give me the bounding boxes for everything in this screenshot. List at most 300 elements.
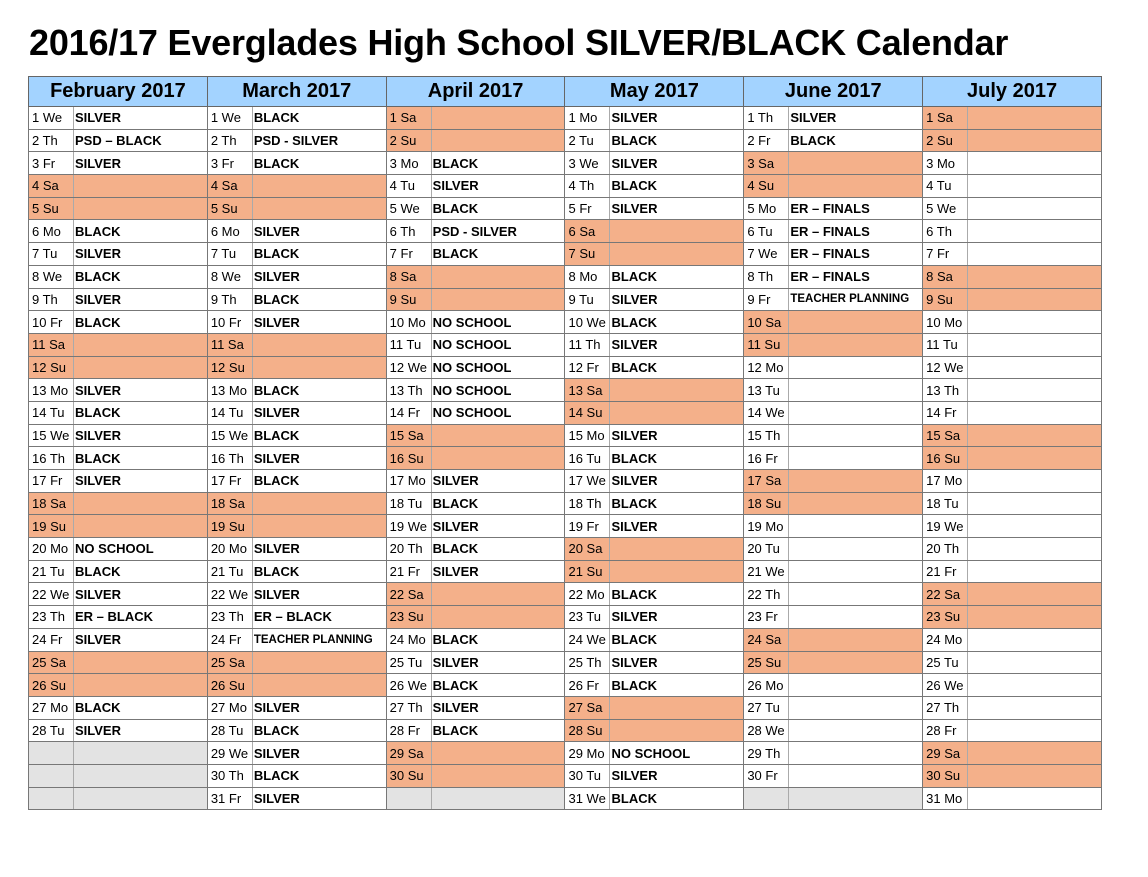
day-label: 15 We xyxy=(208,425,253,447)
day-row xyxy=(29,560,1102,583)
day-label: 28 Tu xyxy=(29,720,74,742)
day-label: 29 Mo xyxy=(565,742,610,764)
day-label: 26 Fr xyxy=(565,674,610,696)
weekend-day-cell xyxy=(207,333,386,356)
day-schedule: BLACK xyxy=(75,223,121,239)
day-schedule: SILVER xyxy=(611,337,658,353)
day-schedule: ER – BLACK xyxy=(253,609,332,625)
day-schedule: BLACK xyxy=(75,314,121,330)
day-label: 2 Su xyxy=(387,130,432,152)
day-label: 30 Su xyxy=(923,765,968,787)
day-label: 19 Mo xyxy=(744,515,789,537)
day-row xyxy=(29,311,1102,334)
day-schedule: BLACK xyxy=(611,178,657,194)
day-label: 25 Su xyxy=(744,652,789,674)
weekend-day-cell xyxy=(565,538,744,561)
day-label: 31 Fr xyxy=(208,788,253,810)
day-schedule: SILVER xyxy=(611,609,658,625)
day-label: 21 Fr xyxy=(923,561,968,583)
day-label: 11 Sa xyxy=(208,334,253,356)
month-header: May 2017 xyxy=(565,77,744,107)
day-cell xyxy=(207,538,386,561)
day-schedule: SILVER xyxy=(611,291,658,307)
month-header: February 2017 xyxy=(29,77,208,107)
day-label: 1 Th xyxy=(744,107,789,129)
day-schedule: SILVER xyxy=(75,632,121,648)
weekend-day-cell xyxy=(386,583,565,606)
day-cell xyxy=(29,696,208,719)
day-cell xyxy=(744,401,923,424)
day-cell xyxy=(565,288,744,311)
day-row xyxy=(29,515,1102,538)
weekend-day-cell xyxy=(386,742,565,765)
weekend-day-cell xyxy=(744,311,923,334)
day-cell xyxy=(386,401,565,424)
day-cell xyxy=(565,628,744,651)
day-label: 2 Th xyxy=(208,130,253,152)
day-schedule: SILVER xyxy=(611,155,658,171)
day-label: 27 Tu xyxy=(744,697,789,719)
day-label: 18 Tu xyxy=(387,493,432,515)
day-schedule: BLACK xyxy=(611,677,657,693)
day-cell xyxy=(386,356,565,379)
day-schedule: ER – FINALS xyxy=(790,246,870,262)
weekend-day-cell xyxy=(744,175,923,198)
day-schedule: BLACK xyxy=(611,632,657,648)
day-cell xyxy=(744,583,923,606)
day-label: 19 Fr xyxy=(565,515,610,537)
day-schedule: SILVER xyxy=(75,155,121,171)
month-header: July 2017 xyxy=(923,77,1102,107)
day-label: 9 Th xyxy=(29,289,74,311)
day-cell xyxy=(207,560,386,583)
day-cell xyxy=(923,628,1102,651)
day-label: 12 We xyxy=(923,357,968,379)
day-label: 30 Su xyxy=(387,765,432,787)
day-label: 12 Su xyxy=(208,357,253,379)
day-label: 14 Fr xyxy=(923,402,968,424)
day-schedule: BLACK xyxy=(75,269,121,285)
day-schedule: SILVER xyxy=(432,518,479,534)
day-schedule: BLACK xyxy=(253,722,300,738)
day-row xyxy=(29,265,1102,288)
day-label: 9 Th xyxy=(208,289,253,311)
day-cell xyxy=(29,311,208,334)
month-header: April 2017 xyxy=(386,77,565,107)
month-header-row xyxy=(29,77,1102,107)
day-cell xyxy=(923,470,1102,493)
day-label: 19 We xyxy=(387,515,432,537)
day-label: 20 Mo xyxy=(29,538,74,560)
page-title: 2016/17 Everglades High School SILVER/BLACK Calendar xyxy=(29,22,1009,63)
day-schedule: NO SCHOOL xyxy=(432,382,512,398)
weekend-day-cell xyxy=(386,129,565,152)
day-schedule: TEACHER PLANNING xyxy=(253,633,373,646)
day-label: 28 Fr xyxy=(923,720,968,742)
day-cell xyxy=(386,492,565,515)
day-label: 30 Tu xyxy=(565,765,610,787)
day-schedule: SILVER xyxy=(75,246,121,262)
day-label: 2 Tu xyxy=(565,130,610,152)
day-label: 3 We xyxy=(565,152,610,174)
day-label: 17 Fr xyxy=(208,470,253,492)
day-label: 22 Mo xyxy=(565,583,610,605)
day-label: 4 Sa xyxy=(29,175,74,197)
day-cell xyxy=(29,560,208,583)
day-schedule: NO SCHOOL xyxy=(432,314,512,330)
day-label: 19 Su xyxy=(29,515,74,537)
day-schedule: BLACK xyxy=(253,291,300,307)
weekend-day-cell xyxy=(744,628,923,651)
day-label: 21 Tu xyxy=(208,561,253,583)
day-label: 30 Th xyxy=(208,765,253,787)
day-cell xyxy=(386,470,565,493)
day-cell xyxy=(29,470,208,493)
day-schedule: BLACK xyxy=(432,155,479,171)
day-schedule: SILVER xyxy=(611,654,658,670)
day-schedule: BLACK xyxy=(611,790,657,806)
day-schedule: SILVER xyxy=(253,314,300,330)
day-cell xyxy=(923,311,1102,334)
day-schedule: NO SCHOOL xyxy=(611,745,691,761)
day-label: 5 Mo xyxy=(744,198,789,220)
day-label: 17 We xyxy=(565,470,610,492)
day-label: 12 We xyxy=(387,357,432,379)
day-label: 13 Th xyxy=(923,379,968,401)
day-cell xyxy=(386,311,565,334)
weekend-day-cell xyxy=(207,674,386,697)
day-label: 26 Mo xyxy=(744,674,789,696)
weekend-day-cell xyxy=(386,107,565,130)
day-cell xyxy=(744,288,923,311)
day-cell xyxy=(207,742,386,765)
day-cell xyxy=(29,583,208,606)
day-label: 23 Th xyxy=(29,606,74,628)
day-label: 5 Su xyxy=(29,198,74,220)
day-label: 25 Th xyxy=(565,652,610,674)
day-label: 1 Sa xyxy=(923,107,968,129)
day-label: 4 Tu xyxy=(923,175,968,197)
weekend-day-cell xyxy=(29,197,208,220)
day-label: 21 Tu xyxy=(29,561,74,583)
day-label: 8 We xyxy=(208,266,253,288)
day-label: 2 Th xyxy=(29,130,74,152)
day-label: 6 Sa xyxy=(565,220,610,242)
day-schedule: NO SCHOOL xyxy=(432,337,512,353)
day-schedule: PSD – BLACK xyxy=(75,133,162,149)
weekend-day-cell xyxy=(386,764,565,787)
day-cell xyxy=(565,311,744,334)
day-schedule: BLACK xyxy=(611,359,657,375)
day-row xyxy=(29,107,1102,130)
day-label: 14 Fr xyxy=(387,402,432,424)
day-label: 28 Su xyxy=(565,720,610,742)
day-row xyxy=(29,606,1102,629)
day-label: 6 Th xyxy=(387,220,432,242)
day-schedule: BLACK xyxy=(611,269,657,285)
day-label: 7 Tu xyxy=(29,243,74,265)
day-label: 25 Tu xyxy=(923,652,968,674)
weekend-day-cell xyxy=(386,288,565,311)
day-schedule: BLACK xyxy=(253,564,300,580)
day-cell xyxy=(207,424,386,447)
day-schedule: BLACK xyxy=(253,110,300,126)
day-cell xyxy=(923,538,1102,561)
weekend-day-cell xyxy=(923,447,1102,470)
day-schedule: ER – BLACK xyxy=(75,609,154,625)
day-schedule: SILVER xyxy=(611,110,658,126)
day-schedule: PSD - SILVER xyxy=(432,223,517,239)
day-label: 15 Th xyxy=(744,425,789,447)
weekend-day-cell xyxy=(923,764,1102,787)
day-label: 23 Fr xyxy=(744,606,789,628)
day-cell xyxy=(29,152,208,175)
weekend-day-cell xyxy=(207,492,386,515)
day-cell xyxy=(565,583,744,606)
day-schedule: PSD - SILVER xyxy=(253,133,339,149)
day-label: 8 Sa xyxy=(387,266,432,288)
day-label: 17 Mo xyxy=(923,470,968,492)
day-label: 18 Tu xyxy=(923,493,968,515)
day-label: 22 Th xyxy=(744,583,789,605)
day-schedule: BLACK xyxy=(432,541,479,557)
day-schedule: SILVER xyxy=(253,269,300,285)
empty-day-divider xyxy=(29,765,74,787)
day-label: 13 Sa xyxy=(565,379,610,401)
day-cell xyxy=(29,606,208,629)
day-cell xyxy=(923,175,1102,198)
day-cell xyxy=(207,152,386,175)
day-schedule: ER – FINALS xyxy=(790,269,870,285)
day-label: 13 Th xyxy=(387,379,432,401)
day-schedule: NO SCHOOL xyxy=(75,541,154,557)
day-cell xyxy=(386,515,565,538)
day-cell xyxy=(386,696,565,719)
day-cell xyxy=(207,628,386,651)
day-label: 24 We xyxy=(565,629,610,651)
day-label: 29 Sa xyxy=(387,742,432,764)
day-label: 1 Mo xyxy=(565,107,610,129)
day-label: 11 Tu xyxy=(923,334,968,356)
day-row xyxy=(29,719,1102,742)
day-label: 23 Tu xyxy=(565,606,610,628)
day-label: 6 Tu xyxy=(744,220,789,242)
day-cell xyxy=(923,719,1102,742)
calendar-body xyxy=(29,107,1102,810)
day-schedule: BLACK xyxy=(75,405,121,421)
day-label: 4 Su xyxy=(744,175,789,197)
day-cell xyxy=(29,288,208,311)
day-schedule: SILVER xyxy=(75,427,121,443)
day-schedule: BLACK xyxy=(790,133,836,149)
day-schedule: ER – FINALS xyxy=(790,223,870,239)
day-row xyxy=(29,651,1102,674)
day-label: 15 Mo xyxy=(565,425,610,447)
day-label: 13 Mo xyxy=(208,379,253,401)
weekend-day-cell xyxy=(565,401,744,424)
day-schedule: BLACK xyxy=(611,133,657,149)
day-schedule: BLACK xyxy=(253,246,300,262)
day-cell xyxy=(386,220,565,243)
day-cell xyxy=(923,152,1102,175)
day-row xyxy=(29,197,1102,220)
day-schedule: BLACK xyxy=(253,155,300,171)
day-cell xyxy=(386,197,565,220)
weekend-day-cell xyxy=(923,288,1102,311)
day-cell xyxy=(565,197,744,220)
weekend-day-cell xyxy=(386,606,565,629)
day-cell xyxy=(565,606,744,629)
day-cell xyxy=(207,311,386,334)
day-label: 19 Su xyxy=(208,515,253,537)
day-row xyxy=(29,538,1102,561)
day-label: 27 Th xyxy=(923,697,968,719)
day-label: 11 Th xyxy=(565,334,610,356)
day-schedule: BLACK xyxy=(611,586,657,602)
day-schedule: SILVER xyxy=(253,405,300,421)
weekend-day-cell xyxy=(565,379,744,402)
day-schedule: SILVER xyxy=(75,110,121,126)
day-label: 18 Sa xyxy=(29,493,74,515)
day-label: 14 Tu xyxy=(29,402,74,424)
day-cell xyxy=(207,719,386,742)
day-label: 3 Mo xyxy=(387,152,432,174)
day-cell xyxy=(923,651,1102,674)
day-cell xyxy=(565,742,744,765)
day-schedule: SILVER xyxy=(75,722,121,738)
day-cell xyxy=(744,560,923,583)
day-label: 12 Fr xyxy=(565,357,610,379)
day-label: 31 We xyxy=(565,788,610,810)
day-label: 28 Fr xyxy=(387,720,432,742)
day-label: 8 Mo xyxy=(565,266,610,288)
day-cell xyxy=(744,606,923,629)
day-schedule: SILVER xyxy=(432,178,479,194)
day-row xyxy=(29,401,1102,424)
day-schedule: NO SCHOOL xyxy=(432,359,512,375)
day-label: 16 Tu xyxy=(565,447,610,469)
day-row xyxy=(29,583,1102,606)
day-cell xyxy=(565,787,744,810)
weekend-day-cell xyxy=(207,197,386,220)
day-cell xyxy=(386,243,565,266)
day-schedule: SILVER xyxy=(432,564,479,580)
day-schedule: BLACK xyxy=(253,473,300,489)
day-label: 11 Su xyxy=(744,334,789,356)
day-label: 21 We xyxy=(744,561,789,583)
weekend-day-cell xyxy=(29,492,208,515)
day-label: 25 Sa xyxy=(208,652,253,674)
day-label: 2 Su xyxy=(923,130,968,152)
day-cell xyxy=(29,379,208,402)
weekend-day-cell xyxy=(207,356,386,379)
day-cell xyxy=(923,492,1102,515)
day-cell xyxy=(565,265,744,288)
day-label: 23 Su xyxy=(387,606,432,628)
day-label: 3 Mo xyxy=(923,152,968,174)
day-row xyxy=(29,379,1102,402)
day-label: 8 Sa xyxy=(923,266,968,288)
weekend-day-cell xyxy=(565,560,744,583)
day-label: 12 Mo xyxy=(744,357,789,379)
weekend-day-cell xyxy=(386,447,565,470)
day-label: 4 Th xyxy=(565,175,610,197)
day-schedule: SILVER xyxy=(611,518,658,534)
day-cell xyxy=(923,220,1102,243)
day-label: 11 Sa xyxy=(29,334,74,356)
day-label: 3 Fr xyxy=(208,152,253,174)
day-cell xyxy=(923,333,1102,356)
day-label: 21 Su xyxy=(565,561,610,583)
day-label: 15 We xyxy=(29,425,74,447)
day-label: 24 Mo xyxy=(387,629,432,651)
day-label: 23 Th xyxy=(208,606,253,628)
day-cell xyxy=(744,265,923,288)
day-cell xyxy=(29,129,208,152)
day-cell xyxy=(923,401,1102,424)
day-label: 20 Tu xyxy=(744,538,789,560)
day-cell xyxy=(29,424,208,447)
day-cell xyxy=(207,401,386,424)
day-label: 10 Sa xyxy=(744,311,789,333)
day-cell xyxy=(29,628,208,651)
weekend-day-cell xyxy=(744,651,923,674)
day-cell xyxy=(29,243,208,266)
weekend-day-cell xyxy=(29,175,208,198)
weekend-day-cell xyxy=(923,129,1102,152)
weekend-day-cell xyxy=(207,515,386,538)
day-schedule: SILVER xyxy=(432,654,479,670)
day-cell xyxy=(744,538,923,561)
weekend-day-cell xyxy=(923,265,1102,288)
day-schedule: BLACK xyxy=(432,201,479,217)
day-label: 22 We xyxy=(29,583,74,605)
day-schedule: BLACK xyxy=(253,382,300,398)
day-label: 9 Su xyxy=(387,289,432,311)
day-cell xyxy=(923,696,1102,719)
day-label: 1 Sa xyxy=(387,107,432,129)
day-cell xyxy=(207,129,386,152)
day-cell xyxy=(386,628,565,651)
day-label: 10 We xyxy=(565,311,610,333)
day-row xyxy=(29,424,1102,447)
weekend-day-cell xyxy=(386,265,565,288)
day-schedule: TEACHER PLANNING xyxy=(790,293,910,306)
day-label: 28 We xyxy=(744,720,789,742)
day-label: 23 Su xyxy=(923,606,968,628)
day-schedule: BLACK xyxy=(75,450,121,466)
day-label: 1 We xyxy=(208,107,253,129)
day-cell xyxy=(29,220,208,243)
day-schedule: ER – FINALS xyxy=(790,201,870,217)
day-label: 14 Su xyxy=(565,402,610,424)
day-label: 8 Th xyxy=(744,266,789,288)
weekend-day-cell xyxy=(744,470,923,493)
day-cell xyxy=(923,560,1102,583)
empty-day-divider xyxy=(29,788,74,810)
day-cell xyxy=(207,583,386,606)
day-schedule: SILVER xyxy=(432,700,479,716)
day-cell xyxy=(565,674,744,697)
day-label: 19 We xyxy=(923,515,968,537)
day-label: 4 Sa xyxy=(208,175,253,197)
day-schedule: SILVER xyxy=(611,473,658,489)
day-cell xyxy=(207,288,386,311)
day-label: 16 Th xyxy=(29,447,74,469)
day-schedule: SILVER xyxy=(75,291,121,307)
day-row xyxy=(29,129,1102,152)
day-row xyxy=(29,152,1102,175)
